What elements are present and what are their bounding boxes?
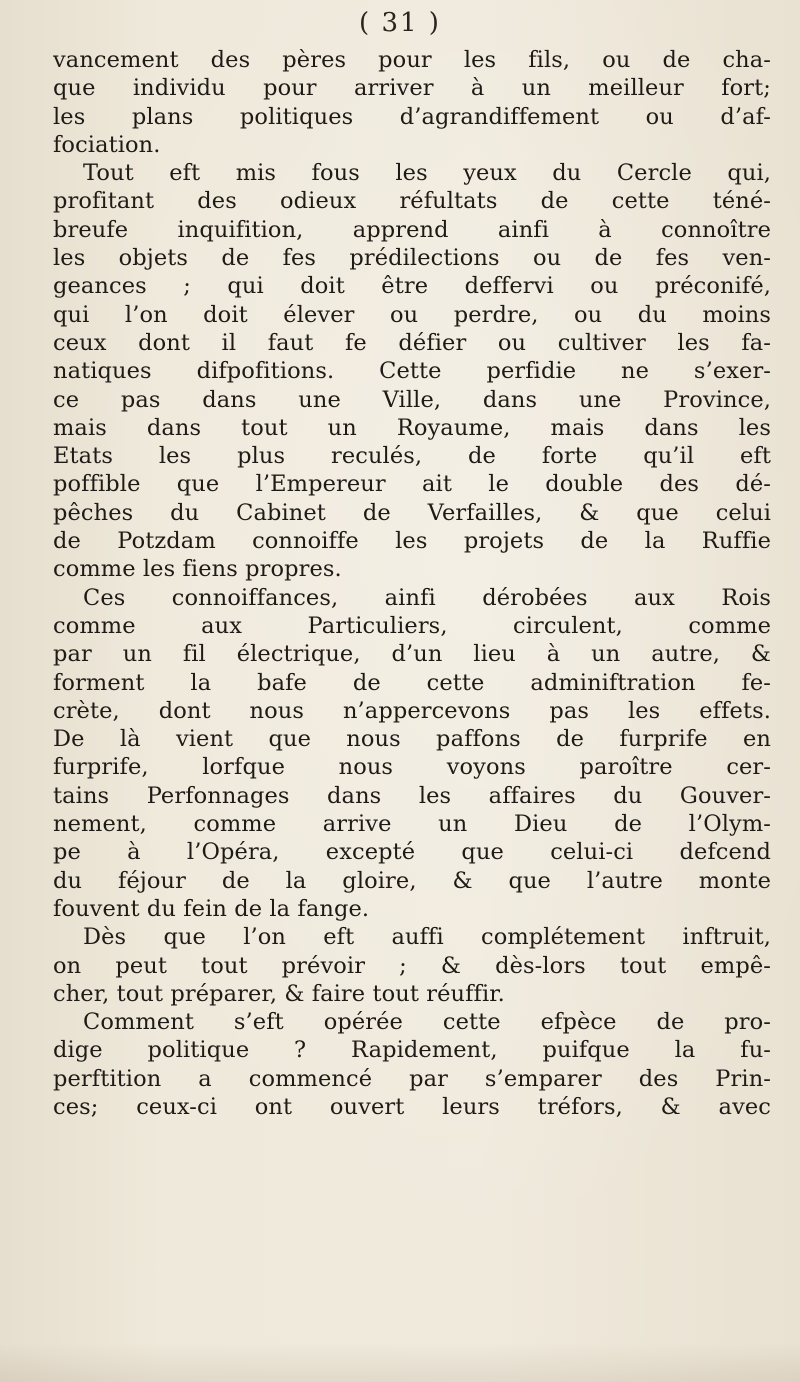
page-number: ( 31 ) [359,8,441,38]
text-line: De là vient que nous paffons de furprife en [53,726,771,753]
text-line: mais dans tout un Royaume, mais dans les [53,414,771,441]
text-line: cher, tout préparer, & faire tout réuffir. [53,980,505,1007]
text-line: pe à l’Opéra, excepté que celui-ci defcend [53,839,771,866]
text-line: fociation. [53,131,161,158]
text-line: geances ; qui doit être deffervi ou préconifé, [53,273,771,300]
text-line: natiques difpofitions. Cette perfidie ne s’exer- [53,358,771,385]
text-line: crète, dont nous n’appercevons pas les effets. [53,697,771,724]
text-line: tains Perfonnages dans les affaires du Gouver- [53,782,771,809]
text-line: profitant des odieux réfultats de cette téné- [53,188,771,215]
text-line: les objets de fes prédilections ou de fes ven- [53,245,771,272]
text-line: poffible que l’Empereur ait le double des dé- [53,471,771,498]
text-line: par un fil électrique, d’un lieu à un autre, & [53,641,771,668]
text-line: comme aux Particuliers, circulent, comme [53,612,771,639]
text-line: ceux dont il faut fe défier ou cultiver les fa- [53,329,771,356]
text-line: que individu pour arriver à un meilleur fort; [53,75,771,102]
text-line: furprife, lorfque nous voyons paroître cer- [53,754,771,781]
text-line: Tout eft mis fous les yeux du Cercle qui, [83,160,771,187]
text-line: Etats les plus reculés, de forte qu’il eft [53,443,771,470]
text-line: dige politique ? Rapidement, puifque la fu- [53,1037,771,1064]
text-line: nement, comme arrive un Dieu de l’Olym- [53,811,771,838]
text-line: ces; ceux-ci ont ouvert leurs tréfors, & avec [53,1093,771,1120]
text-line: vancement des pères pour les fils, ou de cha- [53,47,771,73]
text-line: qui l’on doit élever ou perdre, ou du moins [53,301,771,328]
text-line: Dès que l’on eft auffi complétement inftruit, [83,924,771,951]
text-line: du féjour de la gloire, & que l’autre monte [53,867,771,894]
text-line: perftition a commencé par s’emparer des Prin- [53,1065,771,1092]
text-line: on peut tout prévoir ; & dès-lors tout empê- [53,952,771,979]
text-line: ce pas dans une Ville, dans une Province, [53,386,771,413]
text-line: comme les fiens propres. [53,556,342,583]
text-line: de Potzdam connoiffe les projets de la Ruffie [53,528,771,555]
text-line: fouvent du fein de la fange. [53,895,370,922]
text-line: breufe inquifition, apprend ainfi à connoître [53,216,771,243]
text-line: Comment s’eft opérée cette efpèce de pro- [83,1009,771,1036]
text-line: les plans politiques d’agrandiffement ou d’af- [53,103,771,130]
body-text [53,46,771,1121]
text-line: forment la bafe de cette adminiftration fe- [53,669,771,696]
text-line: Ces connoiffances, ainfi dérobées aux Rois [83,584,771,611]
text-line: pêches du Cabinet de Verfailles, & que celui [53,499,771,526]
page-edge-shadow [0,1342,800,1382]
